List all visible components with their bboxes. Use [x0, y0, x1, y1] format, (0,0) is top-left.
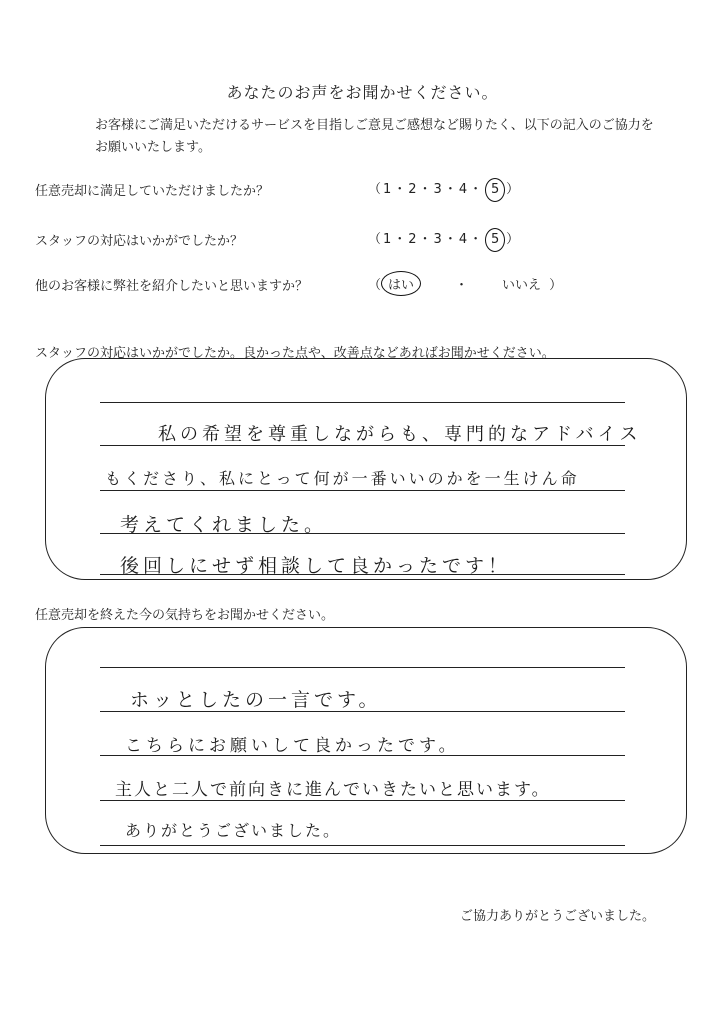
- selected-rating: 5: [485, 228, 505, 252]
- open-paren: （: [368, 182, 384, 197]
- rating-options: 1・2・3・4・: [383, 182, 485, 197]
- ruled-line: [100, 667, 625, 668]
- footer-thanks: ご協力ありがとうございました。: [459, 909, 655, 924]
- question-2-label: スタッフの対応はいかがでしたか？: [35, 234, 244, 249]
- handwritten-line-6: こちらにお願いして良かったです。: [125, 736, 460, 756]
- handwritten-line-1: 私の希望を尊重しながらも、専門的なアドバイス: [158, 424, 642, 445]
- ruled-line: [100, 490, 625, 491]
- handwritten-line-4: 後回しにせず相談して良かったです！: [120, 555, 512, 577]
- yes-option-selected: はい: [381, 271, 421, 296]
- open-paren: （: [368, 232, 384, 247]
- ruled-line: [100, 845, 625, 846]
- question-3-choice[interactable]: [368, 271, 562, 296]
- handwritten-line-3: 考えてくれました。: [120, 514, 328, 536]
- selected-rating: 5: [485, 178, 505, 202]
- handwritten-line-8: ありがとうございました。: [125, 821, 342, 840]
- no-option: いいえ: [502, 278, 542, 293]
- question-3-label: 他のお客様に弊社を紹介したいと思いますか？: [35, 279, 309, 294]
- section-2-label: 任意売却を終えた今の気持ちをお聞かせください。: [35, 608, 335, 623]
- open-paren: （: [368, 278, 382, 293]
- handwritten-line-2: もくださり、私にとって何が一番いいのかを一生けん命: [105, 469, 580, 488]
- section-1-label: スタッフの対応はいかがでしたか。良かった点や、改善点などあればお聞かせください。: [35, 346, 555, 361]
- handwritten-line-7: 主人と二人で前向きに進んでいきたいと思います。: [115, 780, 551, 800]
- close-paren: ）: [506, 232, 522, 247]
- close-paren: ）: [549, 278, 563, 293]
- question-1-scale[interactable]: [368, 178, 521, 202]
- ruled-line: [100, 402, 625, 403]
- ruled-line: [100, 800, 625, 801]
- page-title: あなたのお声をお聞かせください。: [226, 83, 499, 102]
- question-1-label: 任意売却に満足していただけましたか？: [35, 184, 270, 199]
- separator: ・: [455, 278, 469, 293]
- intro-text: お客様にご満足いただけるサービスを目指しご意見ご感想など賜りたく、以下の記入のご協力をお願いいたします。: [95, 118, 654, 155]
- question-2-scale[interactable]: [368, 228, 521, 252]
- rating-options: 1・2・3・4・: [383, 232, 485, 247]
- close-paren: ）: [506, 182, 522, 197]
- handwritten-line-5: ホッとしたの一言です。: [130, 689, 382, 711]
